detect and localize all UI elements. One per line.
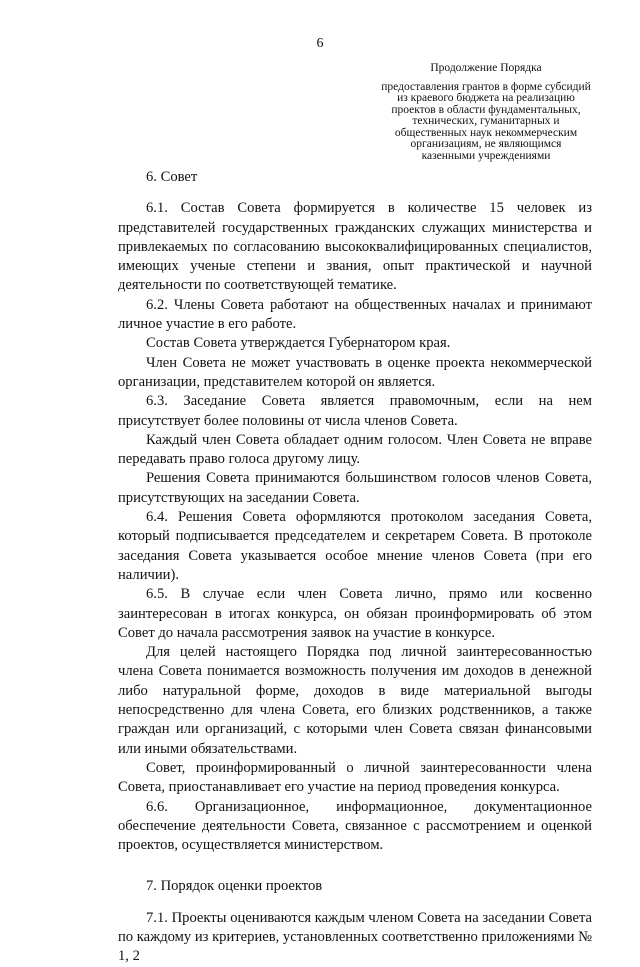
paragraph: Совет, проинформированный о личной заинтересованности члена Совета, приостанавливает его участие на период проведения конкурса. <box>118 759 592 796</box>
paragraph: Решения Совета принимаются большинством голосов членов Совета, присутствующих на заседании Совета. <box>118 470 592 506</box>
paragraph: 6.3. Заседание Совета является правомочным, если на нем присутствует более половины от числа членов Совета. <box>118 393 592 429</box>
header-line: проектов в области фундаментальных, <box>391 103 581 116</box>
paragraph: 6.1. Состав Совета формируется в количестве 15 человек из представителей государственных гражданских служащих министерства и привлекаемых по согласованию высококвалифицированных специалистов, имеющих ученые степени и звания, опыт практической и научной деятельности по соответствующей тематике. <box>118 200 592 294</box>
header-title: Продолжение Порядка <box>430 62 542 74</box>
paragraph: Каждый член Совета обладает одним голосом. Член Совета не вправе передавать право голоса другому лицу. <box>118 431 592 468</box>
section-title: 6. Совет <box>146 169 198 185</box>
header-line: общественных наук некоммерческим <box>394 126 578 139</box>
section-title: 7. Порядок оценки проектов <box>146 878 323 895</box>
header-line: казенными учреждениями <box>421 149 551 162</box>
page-number: 6 <box>316 36 324 51</box>
paragraph: 6.2. Члены Совета работают на общественных началах и принимают личное участие в его работе. <box>118 296 592 333</box>
paragraph: 7.1. Проекты оцениваются каждым членом Совета на заседании Совета по каждому из критериев, установленных соответственно приложениями № 1, 2 <box>118 909 592 965</box>
document-header <box>370 63 602 162</box>
header-line: организациям, не являющимся <box>410 138 562 150</box>
paragraph: Для целей настоящего Порядка под личной заинтересованностью члена Совета понимается возможность получения им доходов в денежной либо натуральной форме, доходов в виде материальной выгоды непосредственно для члена Совета, его близких родственников, а также граждан или организаций, с которыми член Совета связан финансовыми или иными обязательствами. <box>118 644 592 757</box>
header-line: из краевого бюджета на реализацию <box>397 92 575 104</box>
paragraph: 6.6. Организационное, информационное, документационное обеспечение деятельности Совета, связанное с рассмотрением и оценкой проектов, осуществляется министерством. <box>118 798 592 854</box>
paragraph: Состав Совета утверждается Губернатором края. <box>146 335 451 352</box>
paragraph: 6.5. В случае если член Совета лично, прямо или косвенно заинтересован в итогах конкурса, он обязан проинформировать об этом Совет до начала рассмотрения заявок на участие в конкурсе. <box>118 586 592 641</box>
header-line: предоставления грантов в форме субсидий <box>381 80 591 93</box>
header-line: технических, гуманитарных и <box>412 115 560 127</box>
paragraph: 6.4. Решения Совета оформляются протоколом заседания Совета, который подписывается председателем и секретарем Совета. В протоколе заседания Совета указывается особое мнение членов Совета (при его наличии). <box>118 509 592 583</box>
document-body <box>118 168 592 967</box>
paragraph: Член Совета не может участвовать в оценке проекта некоммерческой организации, представителем которой он является. <box>118 354 592 390</box>
